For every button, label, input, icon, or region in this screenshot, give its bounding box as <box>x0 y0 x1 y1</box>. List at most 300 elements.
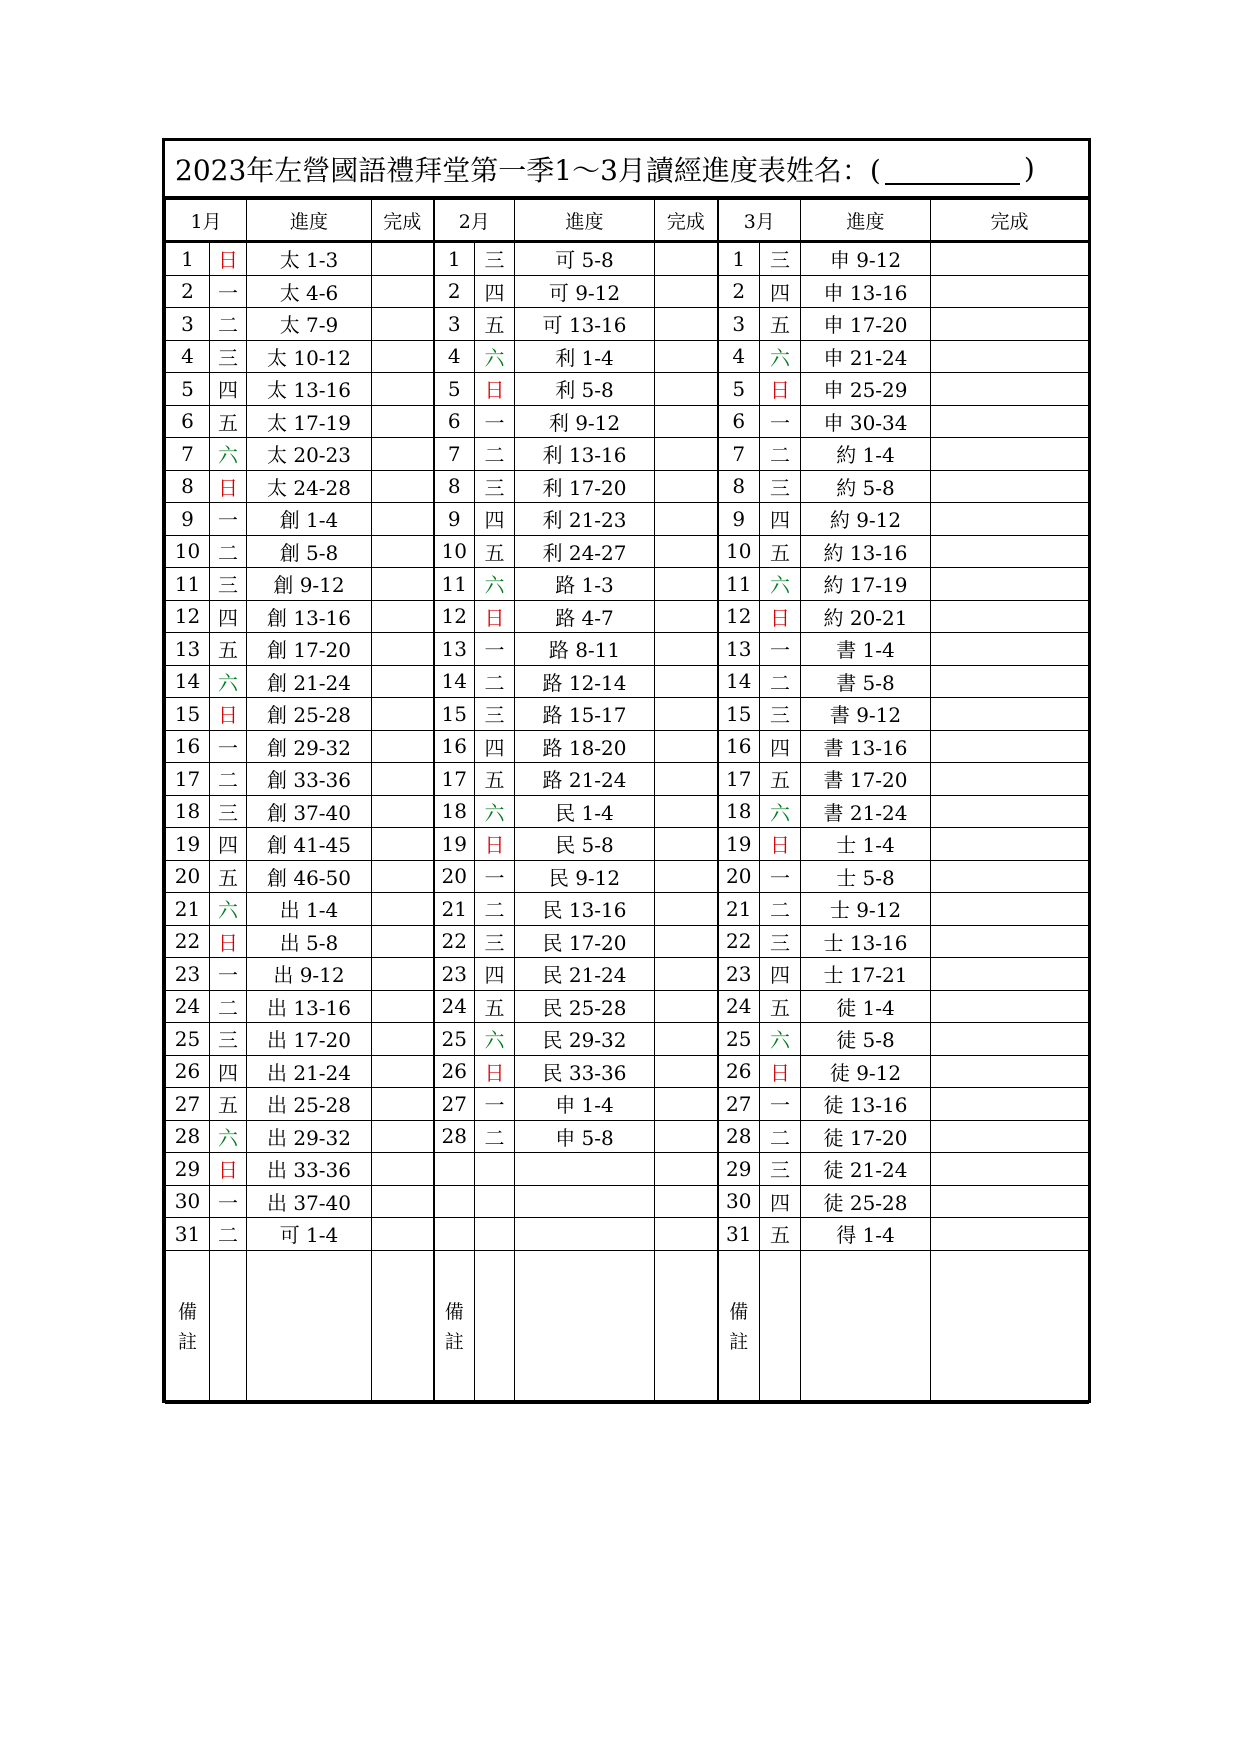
date-cell: 28 <box>718 1120 760 1153</box>
weekday-cell: 一 <box>760 633 801 666</box>
reading-cell: 利 24-27 <box>515 535 655 568</box>
reading-cell <box>515 1185 655 1218</box>
reading-cell: 太 1-3 <box>247 242 372 276</box>
date-cell: 13 <box>166 633 210 666</box>
date-cell: 15 <box>166 698 210 731</box>
done-checkbox-cell[interactable] <box>372 1153 434 1186</box>
weekday-cell: 五 <box>210 405 247 438</box>
reading-cell: 申 13-16 <box>801 275 931 308</box>
done-checkbox-cell[interactable] <box>372 1120 434 1153</box>
date-cell: 16 <box>718 730 760 763</box>
done-checkbox-cell[interactable] <box>931 600 1089 633</box>
date-cell: 8 <box>718 470 760 503</box>
reading-cell: 民 13-16 <box>515 893 655 926</box>
done-checkbox-cell[interactable] <box>931 308 1089 341</box>
day-row <box>166 340 1089 373</box>
done-checkbox-cell[interactable] <box>372 405 434 438</box>
remark-label-cell <box>718 1250 760 1403</box>
month-3-progress-header: 進度 <box>801 200 931 242</box>
reading-cell: 可 13-16 <box>515 308 655 341</box>
date-cell: 24 <box>718 990 760 1023</box>
done-checkbox-cell[interactable] <box>655 535 718 568</box>
done-checkbox-cell[interactable] <box>372 665 434 698</box>
weekday-cell: 四 <box>760 958 801 991</box>
day-row <box>166 405 1089 438</box>
date-cell: 30 <box>718 1185 760 1218</box>
weekday-cell: 一 <box>210 730 247 763</box>
day-row <box>166 795 1089 828</box>
month-1-progress-header: 進度 <box>247 200 372 242</box>
reading-cell: 徒 1-4 <box>801 990 931 1023</box>
done-checkbox-cell[interactable] <box>372 1185 434 1218</box>
done-checkbox-cell[interactable] <box>372 893 434 926</box>
date-cell <box>434 1153 475 1186</box>
date-cell: 17 <box>718 763 760 796</box>
date-cell: 12 <box>718 600 760 633</box>
done-checkbox-cell[interactable] <box>372 600 434 633</box>
date-cell: 26 <box>718 1055 760 1088</box>
date-cell: 24 <box>434 990 475 1023</box>
done-checkbox-cell[interactable] <box>655 828 718 861</box>
reading-cell: 創 29-32 <box>247 730 372 763</box>
done-checkbox-cell[interactable] <box>655 1120 718 1153</box>
month-2-header: 2月 <box>434 200 515 242</box>
date-cell: 23 <box>166 958 210 991</box>
done-checkbox-cell[interactable] <box>931 405 1089 438</box>
reading-cell: 路 8-11 <box>515 633 655 666</box>
reading-cell: 出 29-32 <box>247 1120 372 1153</box>
date-cell: 5 <box>166 373 210 406</box>
done-checkbox-cell[interactable] <box>655 795 718 828</box>
weekday-cell: 三 <box>210 1023 247 1056</box>
done-checkbox-cell[interactable] <box>655 503 718 536</box>
date-cell: 4 <box>718 340 760 373</box>
done-checkbox-cell[interactable] <box>372 828 434 861</box>
done-checkbox-cell[interactable] <box>655 373 718 406</box>
reading-cell: 創 46-50 <box>247 860 372 893</box>
weekday-cell: 二 <box>210 1218 247 1251</box>
reading-cell: 太 20-23 <box>247 438 372 471</box>
date-cell: 14 <box>434 665 475 698</box>
weekday-cell: 六 <box>475 340 515 373</box>
date-cell: 2 <box>434 275 475 308</box>
done-checkbox-cell[interactable] <box>931 958 1089 991</box>
weekday-cell: 四 <box>760 730 801 763</box>
reading-cell: 得 1-4 <box>801 1218 931 1251</box>
reading-cell: 利 13-16 <box>515 438 655 471</box>
reading-cell: 書 21-24 <box>801 795 931 828</box>
reading-cell: 路 1-3 <box>515 568 655 601</box>
reading-cell: 士 17-21 <box>801 958 931 991</box>
done-checkbox-cell[interactable] <box>655 893 718 926</box>
done-checkbox-cell[interactable] <box>372 242 434 276</box>
reading-cell: 創 33-36 <box>247 763 372 796</box>
date-cell: 9 <box>434 503 475 536</box>
date-cell: 31 <box>718 1218 760 1251</box>
weekday-cell: 四 <box>760 503 801 536</box>
done-checkbox-cell[interactable] <box>372 275 434 308</box>
date-cell: 5 <box>434 373 475 406</box>
date-cell: 26 <box>434 1055 475 1088</box>
reading-cell: 創 17-20 <box>247 633 372 666</box>
reading-cell: 出 13-16 <box>247 990 372 1023</box>
weekday-cell: 五 <box>475 308 515 341</box>
done-checkbox-cell[interactable] <box>931 730 1089 763</box>
day-row <box>166 503 1089 536</box>
date-cell: 28 <box>166 1120 210 1153</box>
date-cell: 16 <box>166 730 210 763</box>
remark-blank-cell <box>210 1250 247 1403</box>
weekday-cell: 一 <box>475 633 515 666</box>
day-row <box>166 828 1089 861</box>
date-cell: 11 <box>166 568 210 601</box>
date-cell: 19 <box>434 828 475 861</box>
date-cell: 1 <box>434 242 475 276</box>
weekday-cell: 日 <box>760 373 801 406</box>
day-row <box>166 1055 1089 1088</box>
date-cell: 15 <box>718 698 760 731</box>
name-blank-field[interactable] <box>885 153 1020 185</box>
reading-cell: 出 5-8 <box>247 925 372 958</box>
date-cell: 8 <box>166 470 210 503</box>
remark-done-cell <box>372 1250 434 1403</box>
done-checkbox-cell[interactable] <box>931 763 1089 796</box>
reading-cell: 徒 25-28 <box>801 1185 931 1218</box>
done-checkbox-cell[interactable] <box>931 275 1089 308</box>
done-checkbox-cell[interactable] <box>931 698 1089 731</box>
date-cell: 27 <box>434 1088 475 1121</box>
reading-cell: 出 1-4 <box>247 893 372 926</box>
weekday-cell: 日 <box>210 470 247 503</box>
done-checkbox-cell[interactable] <box>931 828 1089 861</box>
reading-cell <box>515 1153 655 1186</box>
date-cell: 17 <box>166 763 210 796</box>
reading-cell: 太 4-6 <box>247 275 372 308</box>
remark-label: 備註 <box>444 1300 464 1353</box>
done-checkbox-cell[interactable] <box>372 860 434 893</box>
weekday-cell: 五 <box>210 633 247 666</box>
date-cell: 20 <box>718 860 760 893</box>
weekday-cell: 日 <box>210 1153 247 1186</box>
done-checkbox-cell[interactable] <box>372 470 434 503</box>
date-cell: 14 <box>718 665 760 698</box>
date-cell: 11 <box>718 568 760 601</box>
reading-schedule-sheet <box>162 138 1091 1403</box>
done-checkbox-cell[interactable] <box>655 470 718 503</box>
reading-cell: 可 1-4 <box>247 1218 372 1251</box>
done-checkbox-cell[interactable] <box>655 1055 718 1088</box>
done-checkbox-cell[interactable] <box>655 438 718 471</box>
reading-cell: 士 5-8 <box>801 860 931 893</box>
weekday-cell: 六 <box>475 1023 515 1056</box>
reading-cell: 徒 13-16 <box>801 1088 931 1121</box>
weekday-cell: 日 <box>210 242 247 276</box>
done-checkbox-cell[interactable] <box>372 568 434 601</box>
done-checkbox-cell[interactable] <box>655 568 718 601</box>
done-checkbox-cell[interactable] <box>655 405 718 438</box>
reading-cell: 出 21-24 <box>247 1055 372 1088</box>
reading-cell: 利 9-12 <box>515 405 655 438</box>
done-checkbox-cell[interactable] <box>655 925 718 958</box>
date-cell: 15 <box>434 698 475 731</box>
weekday-cell: 四 <box>210 600 247 633</box>
weekday-cell: 四 <box>475 730 515 763</box>
done-checkbox-cell[interactable] <box>655 990 718 1023</box>
date-cell: 10 <box>718 535 760 568</box>
name-close-paren: ) <box>1023 152 1035 185</box>
done-checkbox-cell[interactable] <box>655 600 718 633</box>
date-cell: 5 <box>718 373 760 406</box>
reading-cell: 書 9-12 <box>801 698 931 731</box>
weekday-cell: 二 <box>475 438 515 471</box>
remark-notes-cell[interactable] <box>247 1250 372 1403</box>
reading-cell: 士 13-16 <box>801 925 931 958</box>
month-2-progress-header: 進度 <box>515 200 655 242</box>
weekday-cell: 四 <box>760 275 801 308</box>
weekday-cell: 四 <box>475 958 515 991</box>
remark-blank-cell <box>760 1250 801 1403</box>
done-checkbox-cell[interactable] <box>655 665 718 698</box>
reading-cell: 創 13-16 <box>247 600 372 633</box>
weekday-cell: 五 <box>760 1218 801 1251</box>
done-checkbox-cell <box>655 1185 718 1218</box>
date-cell: 19 <box>718 828 760 861</box>
weekday-cell: 五 <box>760 990 801 1023</box>
weekday-cell: 六 <box>210 665 247 698</box>
reading-cell: 徒 21-24 <box>801 1153 931 1186</box>
done-checkbox-cell[interactable] <box>931 1218 1089 1251</box>
done-checkbox-cell[interactable] <box>931 860 1089 893</box>
date-cell: 25 <box>166 1023 210 1056</box>
done-checkbox-cell[interactable] <box>655 340 718 373</box>
done-checkbox-cell[interactable] <box>655 698 718 731</box>
reading-cell: 可 5-8 <box>515 242 655 276</box>
done-checkbox-cell[interactable] <box>931 1023 1089 1056</box>
done-checkbox-cell[interactable] <box>655 763 718 796</box>
date-cell: 18 <box>718 795 760 828</box>
done-checkbox-cell[interactable] <box>931 665 1089 698</box>
reading-cell: 約 9-12 <box>801 503 931 536</box>
reading-cell: 民 17-20 <box>515 925 655 958</box>
done-checkbox-cell[interactable] <box>655 730 718 763</box>
reading-cell: 徒 5-8 <box>801 1023 931 1056</box>
day-row <box>166 1120 1089 1153</box>
day-row <box>166 1153 1089 1186</box>
reading-cell: 徒 9-12 <box>801 1055 931 1088</box>
day-row <box>166 1088 1089 1121</box>
reading-cell: 約 17-19 <box>801 568 931 601</box>
reading-cell: 申 9-12 <box>801 242 931 276</box>
month-1-header: 1月 <box>166 200 247 242</box>
date-cell: 21 <box>166 893 210 926</box>
date-cell: 29 <box>718 1153 760 1186</box>
done-checkbox-cell[interactable] <box>372 503 434 536</box>
done-checkbox-cell[interactable] <box>931 893 1089 926</box>
reading-cell: 路 21-24 <box>515 763 655 796</box>
reading-cell: 書 5-8 <box>801 665 931 698</box>
date-cell: 7 <box>166 438 210 471</box>
done-checkbox-cell[interactable] <box>372 730 434 763</box>
done-checkbox-cell[interactable] <box>372 795 434 828</box>
done-checkbox-cell[interactable] <box>931 795 1089 828</box>
date-cell: 21 <box>434 893 475 926</box>
done-checkbox-cell[interactable] <box>372 308 434 341</box>
date-cell: 27 <box>166 1088 210 1121</box>
done-checkbox-cell[interactable] <box>372 633 434 666</box>
day-row <box>166 1218 1089 1251</box>
done-checkbox-cell[interactable] <box>655 242 718 276</box>
reading-cell: 利 17-20 <box>515 470 655 503</box>
weekday-cell: 二 <box>760 438 801 471</box>
weekday-cell: 日 <box>210 925 247 958</box>
date-cell: 20 <box>434 860 475 893</box>
day-row <box>166 893 1089 926</box>
reading-cell: 太 10-12 <box>247 340 372 373</box>
date-cell: 9 <box>166 503 210 536</box>
done-checkbox-cell[interactable] <box>931 1185 1089 1218</box>
day-row <box>166 568 1089 601</box>
date-cell: 7 <box>718 438 760 471</box>
done-checkbox-cell[interactable] <box>372 990 434 1023</box>
date-cell: 17 <box>434 763 475 796</box>
weekday-cell: 五 <box>210 860 247 893</box>
reading-cell: 出 37-40 <box>247 1185 372 1218</box>
date-cell: 26 <box>166 1055 210 1088</box>
day-row <box>166 730 1089 763</box>
done-checkbox-cell[interactable] <box>372 373 434 406</box>
date-cell: 13 <box>434 633 475 666</box>
done-checkbox-cell[interactable] <box>372 535 434 568</box>
weekday-cell: 四 <box>475 275 515 308</box>
done-checkbox-cell[interactable] <box>931 470 1089 503</box>
done-checkbox-cell[interactable] <box>931 1088 1089 1121</box>
reading-cell: 士 9-12 <box>801 893 931 926</box>
date-cell: 10 <box>434 535 475 568</box>
done-checkbox-cell[interactable] <box>655 275 718 308</box>
reading-cell: 創 5-8 <box>247 535 372 568</box>
day-row <box>166 275 1089 308</box>
done-checkbox-cell[interactable] <box>655 308 718 341</box>
weekday-cell: 三 <box>210 795 247 828</box>
weekday-cell: 四 <box>210 373 247 406</box>
done-checkbox-cell[interactable] <box>655 633 718 666</box>
weekday-cell: 六 <box>475 568 515 601</box>
weekday-cell: 三 <box>760 1153 801 1186</box>
done-checkbox-cell[interactable] <box>372 698 434 731</box>
done-checkbox-cell[interactable] <box>931 1120 1089 1153</box>
done-checkbox-cell[interactable] <box>372 340 434 373</box>
weekday-cell: 三 <box>760 698 801 731</box>
done-checkbox-cell[interactable] <box>655 1088 718 1121</box>
done-checkbox-cell[interactable] <box>931 242 1089 276</box>
done-checkbox-cell[interactable] <box>931 1153 1089 1186</box>
weekday-cell: 四 <box>760 1185 801 1218</box>
done-checkbox-cell[interactable] <box>655 1023 718 1056</box>
done-checkbox-cell[interactable] <box>931 535 1089 568</box>
done-checkbox-cell[interactable] <box>931 990 1089 1023</box>
day-row <box>166 763 1089 796</box>
done-checkbox-cell[interactable] <box>372 763 434 796</box>
date-cell: 27 <box>718 1088 760 1121</box>
reading-cell: 約 20-21 <box>801 600 931 633</box>
date-cell: 18 <box>166 795 210 828</box>
remark-label-cell <box>434 1250 475 1403</box>
done-checkbox-cell[interactable] <box>931 340 1089 373</box>
day-row <box>166 1023 1089 1056</box>
done-checkbox-cell[interactable] <box>655 860 718 893</box>
weekday-cell: 四 <box>210 1055 247 1088</box>
remark-notes-cell[interactable] <box>801 1250 931 1403</box>
weekday-cell: 二 <box>760 893 801 926</box>
date-cell: 6 <box>166 405 210 438</box>
reading-cell: 申 30-34 <box>801 405 931 438</box>
weekday-cell: 四 <box>210 828 247 861</box>
date-cell: 30 <box>166 1185 210 1218</box>
weekday-cell: 一 <box>760 1088 801 1121</box>
schedule-title-bar <box>165 141 1088 199</box>
reading-cell: 申 25-29 <box>801 373 931 406</box>
reading-cell: 徒 17-20 <box>801 1120 931 1153</box>
day-row <box>166 633 1089 666</box>
done-checkbox-cell[interactable] <box>931 373 1089 406</box>
date-cell: 4 <box>434 340 475 373</box>
weekday-cell: 五 <box>475 535 515 568</box>
weekday-cell: 三 <box>475 698 515 731</box>
date-cell: 3 <box>166 308 210 341</box>
done-checkbox-cell[interactable] <box>931 633 1089 666</box>
weekday-cell: 二 <box>760 1120 801 1153</box>
day-row <box>166 665 1089 698</box>
remark-blank-cell <box>475 1250 515 1403</box>
date-cell: 1 <box>718 242 760 276</box>
done-checkbox-cell[interactable] <box>931 568 1089 601</box>
done-checkbox-cell[interactable] <box>931 438 1089 471</box>
weekday-cell <box>475 1153 515 1186</box>
weekday-cell <box>475 1185 515 1218</box>
done-checkbox-cell[interactable] <box>931 925 1089 958</box>
done-checkbox-cell[interactable] <box>372 1023 434 1056</box>
reading-cell: 出 9-12 <box>247 958 372 991</box>
reading-cell: 出 17-20 <box>247 1023 372 1056</box>
done-checkbox-cell[interactable] <box>372 925 434 958</box>
date-cell <box>434 1218 475 1251</box>
weekday-cell: 三 <box>760 470 801 503</box>
done-checkbox-cell[interactable] <box>372 1055 434 1088</box>
done-checkbox-cell[interactable] <box>372 958 434 991</box>
date-cell: 8 <box>434 470 475 503</box>
day-row <box>166 958 1089 991</box>
done-checkbox-cell[interactable] <box>931 1055 1089 1088</box>
date-cell: 2 <box>718 275 760 308</box>
done-checkbox-cell[interactable] <box>372 438 434 471</box>
reading-cell: 創 41-45 <box>247 828 372 861</box>
header-row <box>166 200 1089 242</box>
date-cell: 6 <box>434 405 475 438</box>
done-checkbox-cell[interactable] <box>655 958 718 991</box>
reading-cell: 約 5-8 <box>801 470 931 503</box>
reading-cell: 約 1-4 <box>801 438 931 471</box>
remark-notes-cell[interactable] <box>515 1250 655 1403</box>
weekday-cell: 四 <box>475 503 515 536</box>
reading-cell: 士 1-4 <box>801 828 931 861</box>
date-cell: 2 <box>166 275 210 308</box>
done-checkbox-cell[interactable] <box>372 1218 434 1251</box>
weekday-cell: 六 <box>210 438 247 471</box>
reading-cell: 創 25-28 <box>247 698 372 731</box>
done-checkbox-cell[interactable] <box>931 503 1089 536</box>
done-checkbox-cell[interactable] <box>372 1088 434 1121</box>
weekday-cell: 日 <box>475 600 515 633</box>
